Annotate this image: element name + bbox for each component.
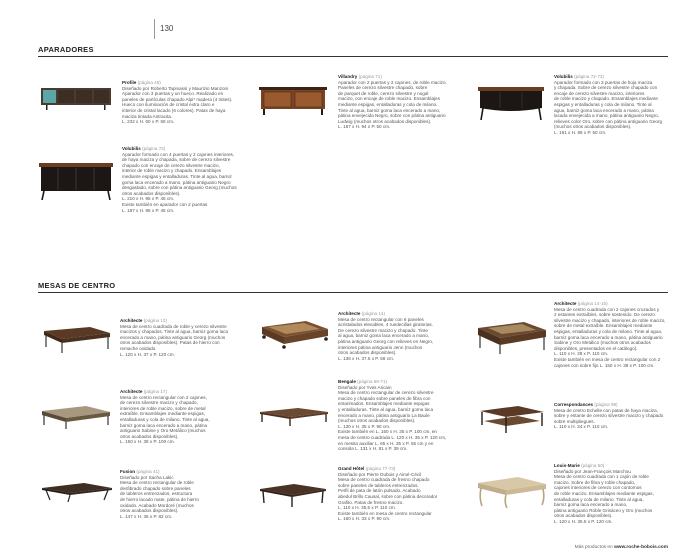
product-desc: y chapada. Sobre de cerezo silvestre chapado con <box>554 85 658 91</box>
product-desc: paneles de partículas chapado Alpi* madera (4 tintes). <box>122 96 233 102</box>
product-desc: de roble macizo. Ensamblajes mediante espigas, <box>554 490 654 496</box>
product-desc: Mesa de centro rectangular con 2 cajones, <box>120 394 207 400</box>
architecte-square-table-image <box>40 323 112 355</box>
product-louis-marie <box>554 463 686 525</box>
product-desc: desgastado, sobre con pátina antiguario Georg (muchos <box>122 185 237 191</box>
product-page-ref: (página 69-71) <box>357 379 388 384</box>
product-desc: en mesita auxiliar L. 65 x H. 35 x P. 65 cm y en <box>338 440 434 446</box>
product-desc: sobre y estante de cerezo silvestre macizo y chapado <box>554 413 664 419</box>
product-volubilis-1 <box>554 74 682 136</box>
section-rule <box>38 292 668 293</box>
villandry-sideboard-image <box>258 85 328 115</box>
product-desc: relieves color Oro, sobre con pátina antiguario Georg <box>554 118 663 124</box>
product-desc: otros acabados disponibles). <box>120 508 179 514</box>
product-desc: Diseñado por Sacha Lakic <box>120 474 174 480</box>
section-title-mesas: MESAS DE CENTRO <box>38 281 116 290</box>
product-desc: interior de cristal lacado (6 colores). Patas de haya <box>122 107 226 113</box>
product-desc: chapado con encaje de cerezo silvestre macizo, <box>122 162 220 168</box>
product-desc: silvestre macizo y chapado, interiores de roble macizo, <box>554 317 666 323</box>
product-page-ref: (página 14-15) <box>577 301 608 306</box>
product-desc: macizos y chapados. Tinte al agua, barniz goma laca <box>120 329 229 335</box>
product-desc: de parquet de roble, cerezo silvestre y nogal <box>338 90 429 96</box>
product-page-ref: (página 13) <box>143 318 167 323</box>
product-page-ref: (página 98) <box>594 402 618 407</box>
product-architecte-1 <box>120 318 254 357</box>
product-desc: extraíble. Ensamblajes mediante espigas, <box>120 411 206 417</box>
correspondances-table-image <box>478 403 546 433</box>
product-desc: Existe también en aparador con 2 puertas <box>122 201 208 207</box>
product-dimensions: L. 110 x H. 35.5 x P. 110 cm. <box>338 505 396 511</box>
product-desc: interior de roble macizo y chapado. Ensamblajes <box>122 168 222 174</box>
product-desc: remache oxidado. <box>120 345 157 351</box>
product-desc: abedul Brillo Causal, sobre con pátina decorador <box>338 493 438 499</box>
product-desc: Tinte al agua, barniz goma laca encerado a mano, <box>338 107 441 113</box>
product-name: Volubilis <box>554 74 573 79</box>
product-desc: de tableros entrenzados, estructura <box>120 491 193 497</box>
product-desc: goma laca encerado a mano, pátina antiguario Negro <box>122 179 231 185</box>
product-desc: disponibles, presentados en el catálogo). <box>554 345 638 351</box>
product-desc: otros acabados disponibles). Patas de hierro con <box>120 340 220 346</box>
product-desc: (muchos otros acabados disponibles). <box>338 418 416 424</box>
product-dimensions: L. 147 x H. 36 x P. 82 cm. <box>120 513 173 519</box>
product-page-ref: (página 72) <box>142 146 166 151</box>
product-page-ref: (página 14) <box>361 311 385 316</box>
grand-hotel-table-image <box>258 481 328 507</box>
product-desc: Mesa de centro cuadrada con 2 cajones cruzados y <box>554 306 660 312</box>
product-desc: interiores pátina antiguario Jenn (muchos <box>338 344 423 350</box>
product-desc: otros acabados disponibles). <box>122 190 181 196</box>
product-desc: De cerezo silvestre macizo y chapado. Tinte <box>338 327 428 333</box>
product-dimensions: L. 110 x H. 34 x P. 110 cm. <box>554 424 609 430</box>
product-desc: macizo. Sobre de fibra y roble chapado, <box>554 479 636 485</box>
page-number-divider <box>154 19 155 39</box>
product-desc: pátina envejecida Negro, sobre con pátina antiguario <box>338 113 446 119</box>
product-desc: Diseñado por Yves Aricain <box>338 384 392 390</box>
product-desc: Mesa de centro rectangular de cerezo silvestre <box>338 390 434 396</box>
product-desc: entalladuras y cola de milano. Tinte al agua, <box>120 416 210 422</box>
footer-prefix: Más productos en <box>574 545 615 550</box>
product-desc: macizo, con encaje de roble macizo. Ensamblajes <box>338 96 440 102</box>
product-desc: oxidado. Acabado Mordoré (muchos <box>120 502 194 508</box>
product-dimensions: cajones con sobre fijo L. 150 x H. 38 x P. 100 cm. <box>554 362 655 368</box>
product-desc: y entalladuras. Tinte al agua, barniz goma laca <box>338 406 433 412</box>
product-dimensions: L. 181 x H. 86 x P. 50 cm. <box>554 129 607 135</box>
product-fusion <box>120 469 254 519</box>
product-page-ref: (página 72-73) <box>574 74 604 79</box>
product-page-ref: (página 77-73) <box>365 466 396 471</box>
product-desc: consola L. 131 x H. 81 x P. 39 cm. <box>338 446 408 452</box>
product-name: Grand Hôtel <box>338 466 365 471</box>
product-desc: maciza tintada Antracita. <box>122 113 173 119</box>
product-desc: Ludwig (muchos otros acabados disponibles). <box>338 118 432 124</box>
section-rule <box>38 56 668 57</box>
product-desc: macizo y chapado sobre paneles de fibra con <box>338 395 431 401</box>
product-desc: interiores de roble macizo, sobre de metal <box>120 405 206 411</box>
fusion-table-image <box>40 480 114 502</box>
product-page-ref: (página 46) <box>137 80 161 85</box>
product-desc: lacada envejecida a mano, pátina antiguario Negro, <box>554 113 659 119</box>
product-page-ref: (página 71) <box>358 74 382 79</box>
product-desc: Mesa de centro cuadrada de fresno chapado <box>338 477 430 483</box>
product-dimensions: L. 110 x H. 38 x P. 110 cm. <box>554 351 609 357</box>
product-page-ref: (página 41) <box>136 469 160 474</box>
product-desc: Perfil de pata de latón pulsado. Acabado <box>338 488 421 494</box>
architecte-rect-table-image <box>40 403 112 429</box>
bengale-table-image <box>258 404 330 426</box>
product-name: Architecte <box>554 301 577 306</box>
footer-more-products <box>575 545 668 550</box>
product-desc: Mesa de centro cuadrada con 1 cajón de roble <box>554 474 649 480</box>
product-desc: sobre multipliegues. <box>554 418 595 424</box>
product-villandry <box>338 74 470 130</box>
product-dimensions: L. 187 x H. 94 x P. 50 cm. <box>338 124 391 130</box>
page-number: 130 <box>160 24 174 33</box>
product-grand-hotel <box>338 466 474 522</box>
product-desc: de hierro lacado mate, pátina de hierro <box>120 496 199 502</box>
product-desc: Aparador con 3 puertas y un hueco. Realizado en <box>122 91 224 97</box>
product-dimensions: L. 160 x H. 33 x P. 90 cm. <box>338 516 391 522</box>
product-desc: de roble macizo y chapado. Ensamblajes mediante <box>554 96 658 102</box>
product-desc: mediante espigas, entalladuras y cola de milano. <box>338 101 438 107</box>
product-desc: Existe también en mesa de centro rectangular <box>338 510 432 516</box>
product-desc: Grafito. Patas de fresno macizo. <box>338 499 404 505</box>
product-desc: al agua, barniz goma laca encerado a mano, <box>338 333 429 339</box>
product-desc: entalladuras y cola de milano. Tinte al agua, <box>554 496 644 502</box>
product-desc: espigas, entalladuras y cola de milano. Tinte al agua, <box>554 328 663 334</box>
product-desc: Mesa de centro rectangular de roble <box>120 480 194 486</box>
product-desc: barniz goma laca encerado a mano, pátina antiguario <box>554 334 663 340</box>
product-desc: de haya maciza y chapada, sobre de cerezo silvestre <box>122 157 231 163</box>
product-name: Architecte <box>338 311 361 316</box>
product-architecte-3 <box>554 301 686 368</box>
product-dimensions: L. 232 x H. 60 x P. 55 cm. <box>122 119 175 125</box>
section-title-aparadores: APARADORES <box>38 45 94 54</box>
product-desc: otros acabados disponibles). <box>554 513 613 519</box>
product-desc: barniz goma laca encerado a mano, pátina <box>120 422 208 428</box>
product-desc: Paneles de cerezo silvestre chapado, sobre <box>338 85 428 91</box>
product-dimensions: L. 210 x H. 95 x P. 45 cm. <box>122 196 175 202</box>
product-desc: Sabine y Oro Metálico (muchos otros acabados <box>554 340 651 346</box>
product-desc: mediante espigas y entalladuras. Tinte al agua, barniz <box>122 173 232 179</box>
product-desc: barniz goma laca encerado a mano, <box>554 502 628 508</box>
product-desc: antiguario Sabine y Oro Metálico (muchos <box>120 428 206 434</box>
product-desc: espigas y entalladuras y cola de milano. Tinte al <box>554 101 652 107</box>
product-desc: Diseñado por Pierre Dubois y Aimé-Cécil <box>338 471 422 477</box>
product-desc: Mesa de centro cuadrada de roble y cerezo silvestre <box>120 323 227 329</box>
product-desc: otros acabados disponibles). <box>120 433 179 439</box>
product-page-ref: (página 50) <box>581 463 605 468</box>
product-name: Louis-Marie <box>554 463 580 468</box>
product-desc: Mesa de centro rectangular con 6 paneles <box>338 316 424 322</box>
product-desc: encerado a mano, pátina antiguario La Baule <box>338 412 430 418</box>
product-desc: encaje de cerezo silvestre macizo, interiores <box>554 90 645 96</box>
product-name: Architecte <box>120 318 143 323</box>
product-desc: Existe también en L. 160 x H. 35 x P. 100 cm, en <box>338 429 437 435</box>
product-dimensions: L. 130 x H. 35 x P. 90 cm. <box>338 423 391 429</box>
product-architecte-2 <box>338 311 470 361</box>
product-name: Profile <box>122 80 137 85</box>
product-desc: Diseñado por Jean-François Marchou <box>554 468 631 474</box>
product-profile <box>122 80 252 125</box>
product-name: Fusion <box>120 469 136 474</box>
product-desc: Hueco con iluminación de cristal extra claro e <box>122 102 215 108</box>
profile-sideboard-image <box>40 86 112 110</box>
footer-website-link[interactable]: www.roche-bobois.com <box>614 545 668 550</box>
product-desc: agua, barniz goma laca encerado a mano, pátina <box>554 107 654 113</box>
product-correspondances <box>554 402 686 430</box>
architecte-glass-table-image <box>260 317 330 351</box>
product-name: Bengale <box>338 379 356 384</box>
product-dimensions: L. 187 x H. 95 x P. 45 cm. <box>122 207 175 213</box>
product-desc: Aparador formado con 3 puertas de hoja maciza <box>554 79 653 85</box>
product-desc: de cerezo silvestre macizo y chapado, <box>120 400 198 406</box>
product-name: Volubilis <box>122 146 141 151</box>
product-desc: Aparador formado con 4 puertas y 2 cajones interiores, <box>122 151 235 157</box>
product-desc: Diseñado por Roberto Tapinassi y Maurizio Manzoni <box>122 85 229 91</box>
product-name: Architecte <box>120 389 143 394</box>
product-dimensions: L. 120 x H. 37 x P. 120 cm. <box>120 351 175 357</box>
product-desc: entarimados. Ensamblajes mediante espigas <box>338 401 430 407</box>
volubilis-4door-sideboard-image <box>38 160 114 200</box>
product-desc: desfibrado chapado sobre paneles <box>120 485 191 491</box>
product-desc: Aparador con 2 puertas y 2 cajones, de roble macizo. <box>338 79 447 85</box>
product-desc: sobre paneles de tableros entrenzados. <box>338 482 419 488</box>
product-name: Correspondances <box>554 402 594 407</box>
product-desc: 2 estantes extraíbles, sobre sostenido. De cerezo <box>554 312 655 318</box>
product-desc: Mesa de centro Echelle con patas de haya maciza, <box>554 407 658 413</box>
product-desc: cajones interiores de cerezo con contornos <box>554 485 642 491</box>
product-name: Villandry <box>338 74 358 79</box>
product-page-ref: (página 17) <box>143 389 167 394</box>
product-desc: encerado a mano, pátina antiguario Georg (muchos <box>120 334 226 340</box>
volubilis-sideboard-image <box>477 86 545 120</box>
product-dimensions: L. 136 x H. 37.5 x P. 58 cm. <box>338 355 395 361</box>
product-dimensions: L. 150 x H. 38 x P. 100 cm. <box>120 439 175 445</box>
product-desc: mesa de centro cuadrada L. 120 x H. 35 x P. 120 cm, <box>338 434 447 440</box>
product-volubilis-2 <box>122 146 257 213</box>
product-desc: sobre de metal extraíble. Ensamblajes mediante <box>554 323 653 329</box>
product-dimensions: L. 120 x H. 36.5 x P. 120 cm. <box>554 518 613 524</box>
product-desc: Existe también en mesa de centro rectangular con 2 <box>554 356 661 362</box>
product-architecte-4 <box>120 389 254 445</box>
louis-marie-table-image <box>476 474 548 508</box>
product-desc: acristalados elevables, 4 ruedecillas giratorias. <box>338 322 433 328</box>
product-desc: pátina antiguario Roble Grisáceo y Oro (muchos <box>554 507 653 513</box>
architecte-drawer-table-image <box>476 318 548 354</box>
product-desc: (muchos otros acabados disponibles). <box>554 124 632 130</box>
product-desc: pátina antiguario Georg con relieves en Negro, <box>338 338 434 344</box>
product-desc: otros acabados disponibles). <box>338 350 397 356</box>
product-bengale <box>338 379 474 452</box>
